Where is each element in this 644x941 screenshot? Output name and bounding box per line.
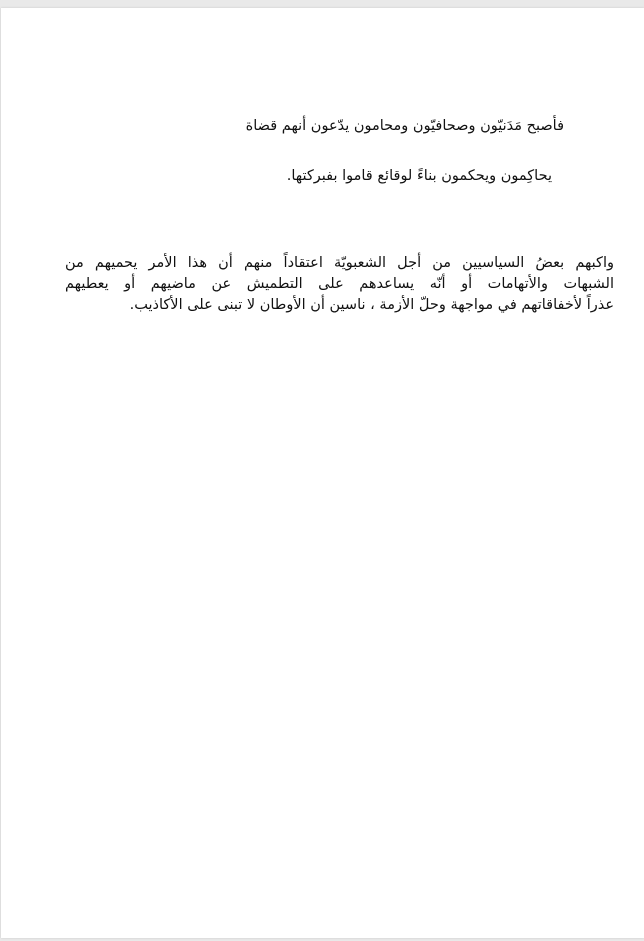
paragraph-line-3: عذراً لأخفاقاتهم في مواجهة وحلّ الأزمة ، ناسين أن الأوطان لا تبنى على الأكاذيب. (129, 297, 614, 313)
paragraph-line-2: الشبهات والأتهامات أو أنّه يساعدهم على التطميش عن ماضيهم أو يعطيهم (65, 276, 614, 292)
text-line-1: فأصبح مَدَنيّون وصحافيّون ومحامون يدّعون أنهم قضاة (245, 118, 564, 134)
paragraph (65, 253, 614, 316)
text-line-2: يحاكِمون ويحكمون بناءً لوقائع قاموا بفبركتها. (286, 168, 552, 184)
paragraph-line-1: واكبهم بعضُ السياسيين من أجل الشعبويّة اعتقاداً منهم أن هذا الأمر يحميهم من (65, 255, 614, 271)
document-page (1, 8, 644, 938)
